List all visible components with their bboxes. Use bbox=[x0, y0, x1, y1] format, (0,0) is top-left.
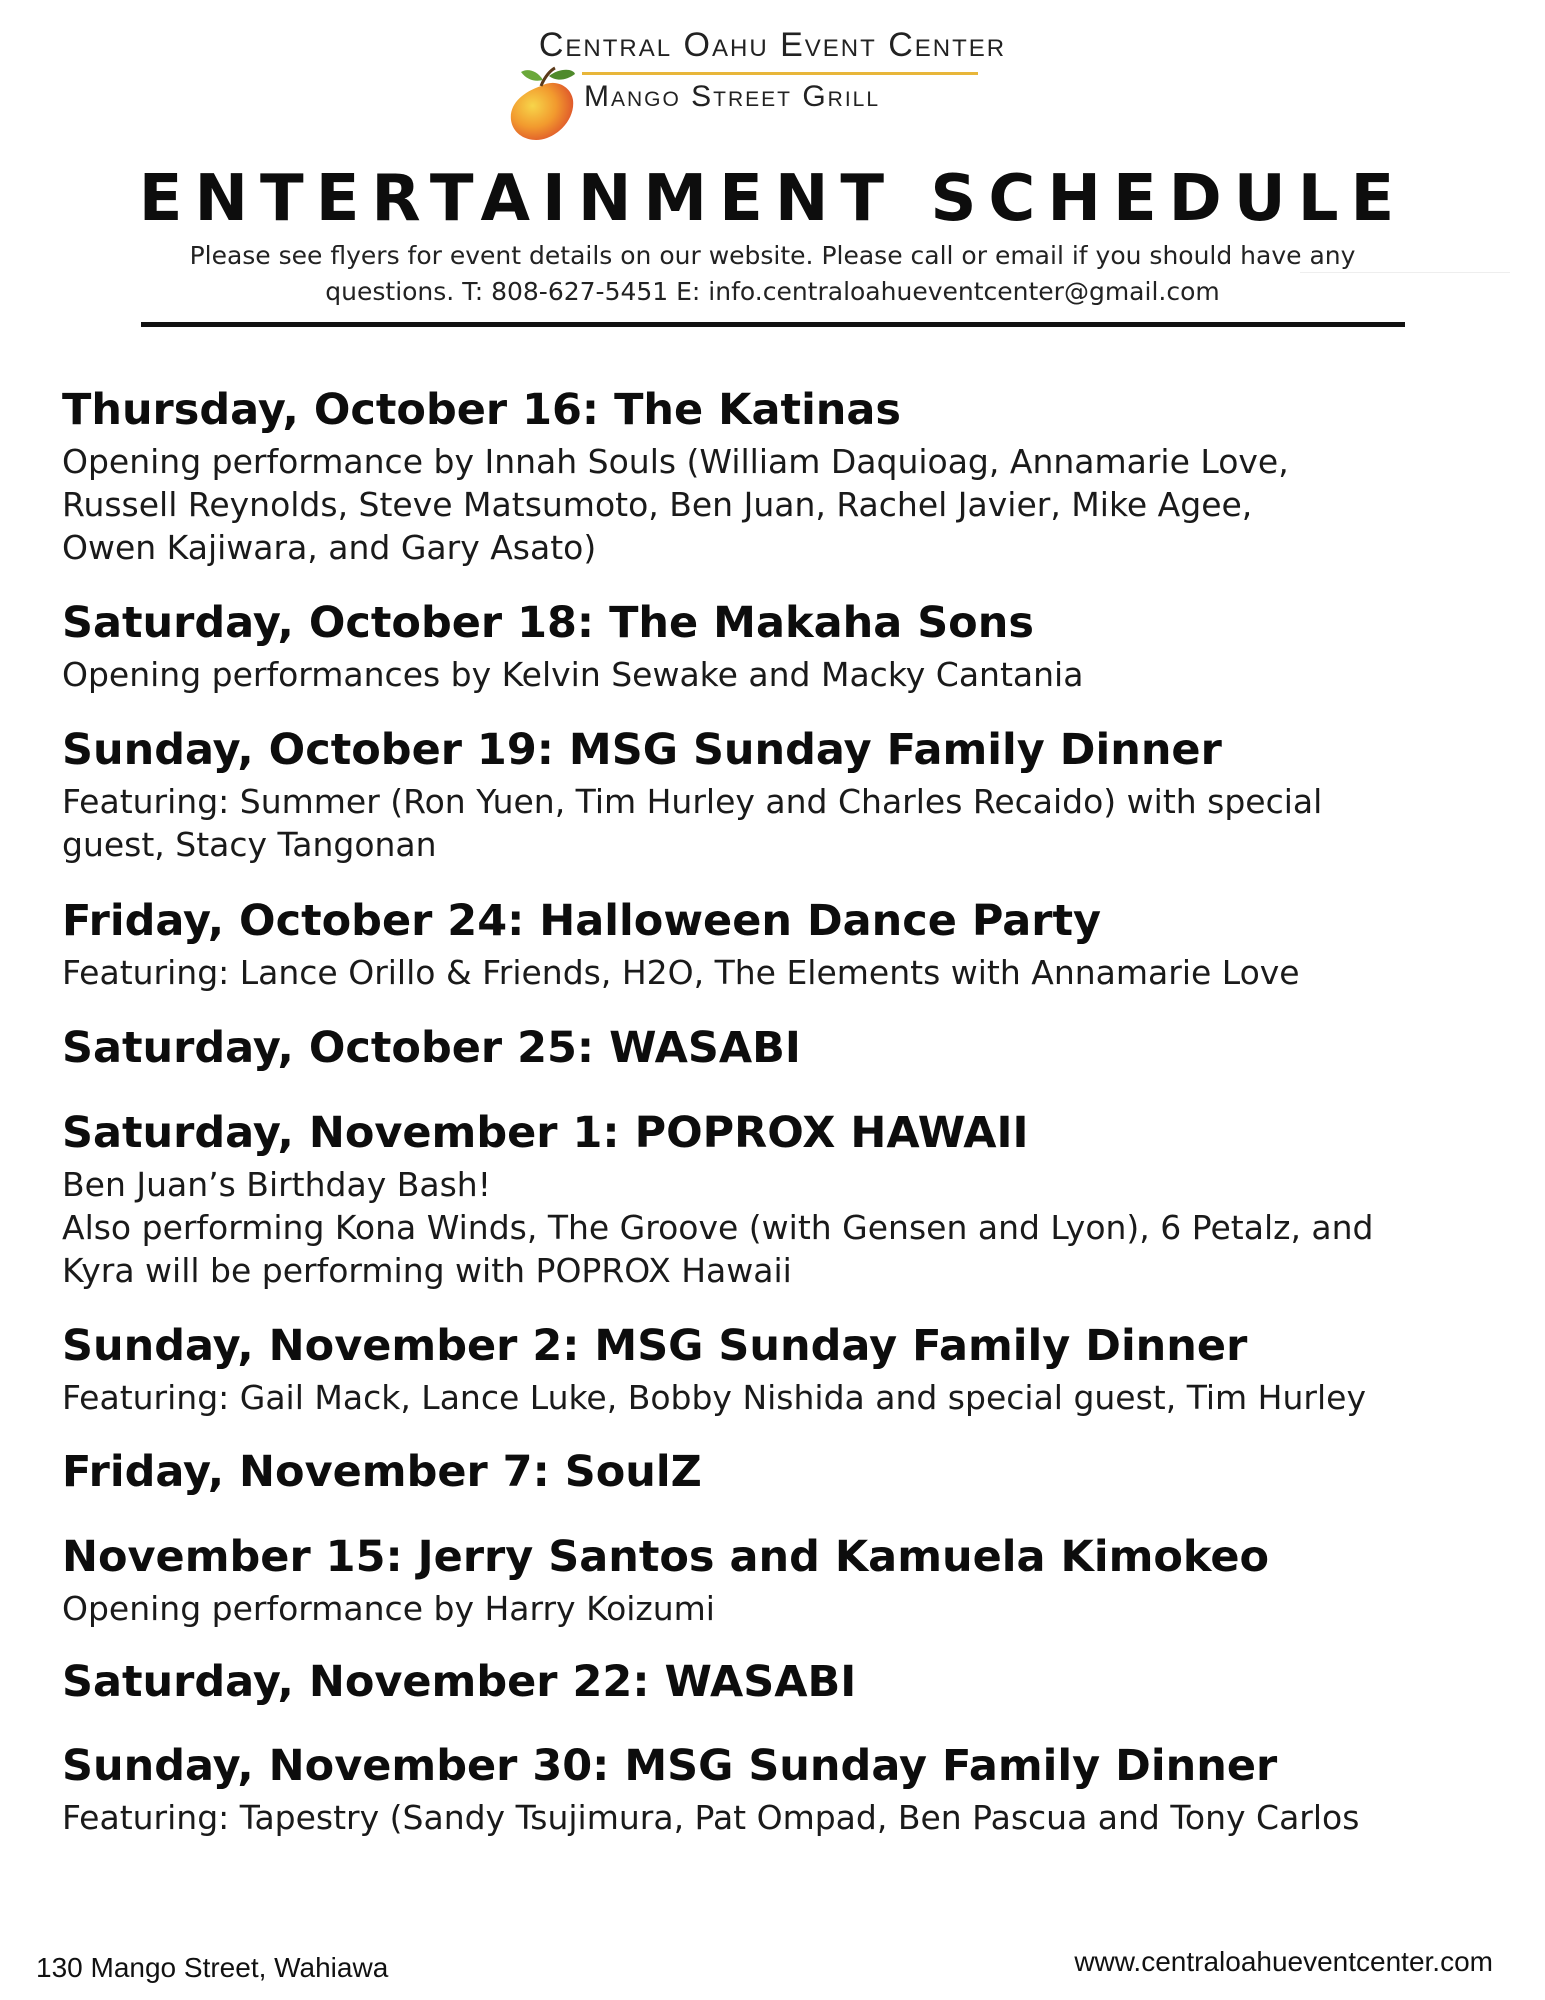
event-detail: Featuring: Summer (Ron Yuen, Tim Hurley and Charles Recaido) with special bbox=[62, 782, 1323, 821]
event-item bbox=[62, 1103, 1502, 1292]
event-detail: Opening performance by Harry Koizumi bbox=[62, 1589, 715, 1628]
event-item bbox=[62, 1527, 1502, 1630]
venue-name: Central Oahu Event Center bbox=[538, 26, 1007, 64]
event-item bbox=[62, 1018, 1502, 1078]
mango-icon bbox=[505, 66, 577, 156]
event-item bbox=[62, 593, 1502, 696]
footer-address: 130 Mango Street, Wahiawa bbox=[36, 1952, 389, 1983]
footer-website[interactable]: www.centraloahueventcenter.com bbox=[1074, 1946, 1493, 1977]
event-detail: Kyra will be performing with POPROX Hawaii bbox=[62, 1251, 792, 1290]
event-detail: Opening performance by Innah Souls (William Daquioag, Annamarie Love, bbox=[62, 442, 1289, 481]
grill-name: Mango Street Grill bbox=[584, 80, 881, 113]
event-detail: Ben Juan’s Birthday Bash! bbox=[62, 1165, 491, 1204]
event-detail: Featuring: Lance Orillo & Friends, H2O, The Elements with Annamarie Love bbox=[62, 953, 1300, 992]
contact-notice bbox=[130, 238, 1415, 310]
event-detail: Featuring: Tapestry (Sandy Tsujimura, Pat Ompad, Ben Pascua and Tony Carlos bbox=[62, 1798, 1360, 1837]
event-title: Saturday, October 18: The Makaha Sons bbox=[62, 598, 1034, 648]
event-item bbox=[62, 720, 1502, 866]
event-title: Sunday, November 30: MSG Sunday Family Dinner bbox=[62, 1741, 1278, 1791]
event-detail: Owen Kajiwara, and Gary Asato) bbox=[62, 528, 597, 567]
event-detail: Also performing Kona Winds, The Groove (with Gensen and Lyon), 6 Petalz, and bbox=[62, 1208, 1374, 1247]
event-detail: Opening performances by Kelvin Sewake and Macky Cantania bbox=[62, 655, 1084, 694]
event-detail: Russell Reynolds, Steve Matsumoto, Ben Juan, Rachel Javier, Mike Agee, bbox=[62, 485, 1253, 524]
event-title: Thursday, October 16: The Katinas bbox=[62, 385, 902, 435]
event-title: Saturday, October 25: WASABI bbox=[62, 1023, 801, 1073]
event-title: Friday, November 7: SoulZ bbox=[62, 1447, 702, 1497]
event-detail: guest, Stacy Tangonan bbox=[62, 825, 437, 864]
notice-line: Please see flyers for event details on our website. Please call or email if you should have any bbox=[189, 241, 1356, 270]
event-title: Sunday, October 19: MSG Sunday Family Dinner bbox=[62, 725, 1222, 775]
page-title: ENTERTAINMENT SCHEDULE bbox=[138, 162, 1407, 236]
event-title: Friday, October 24: Halloween Dance Party bbox=[62, 896, 1102, 946]
event-item bbox=[62, 891, 1502, 994]
event-detail: Featuring: Gail Mack, Lance Luke, Bobby Nishida and special guest, Tim Hurley bbox=[62, 1378, 1366, 1417]
event-title: Saturday, November 1: POPROX HAWAII bbox=[62, 1108, 1029, 1158]
page-header bbox=[0, 0, 1545, 340]
venue-divider bbox=[582, 72, 978, 75]
notice-line: questions. T: 808-627-5451 E: info.centraloahueventcenter@gmail.com bbox=[325, 277, 1220, 306]
event-title: November 15: Jerry Santos and Kamuela Kimokeo bbox=[62, 1532, 1270, 1582]
event-item bbox=[62, 380, 1502, 569]
header-divider bbox=[141, 322, 1405, 327]
event-item bbox=[62, 1652, 1502, 1712]
event-item bbox=[62, 1736, 1502, 1839]
event-item bbox=[62, 1316, 1502, 1419]
event-title: Saturday, November 22: WASABI bbox=[62, 1657, 857, 1707]
event-item bbox=[62, 1442, 1502, 1502]
event-title: Sunday, November 2: MSG Sunday Family Dinner bbox=[62, 1321, 1248, 1371]
